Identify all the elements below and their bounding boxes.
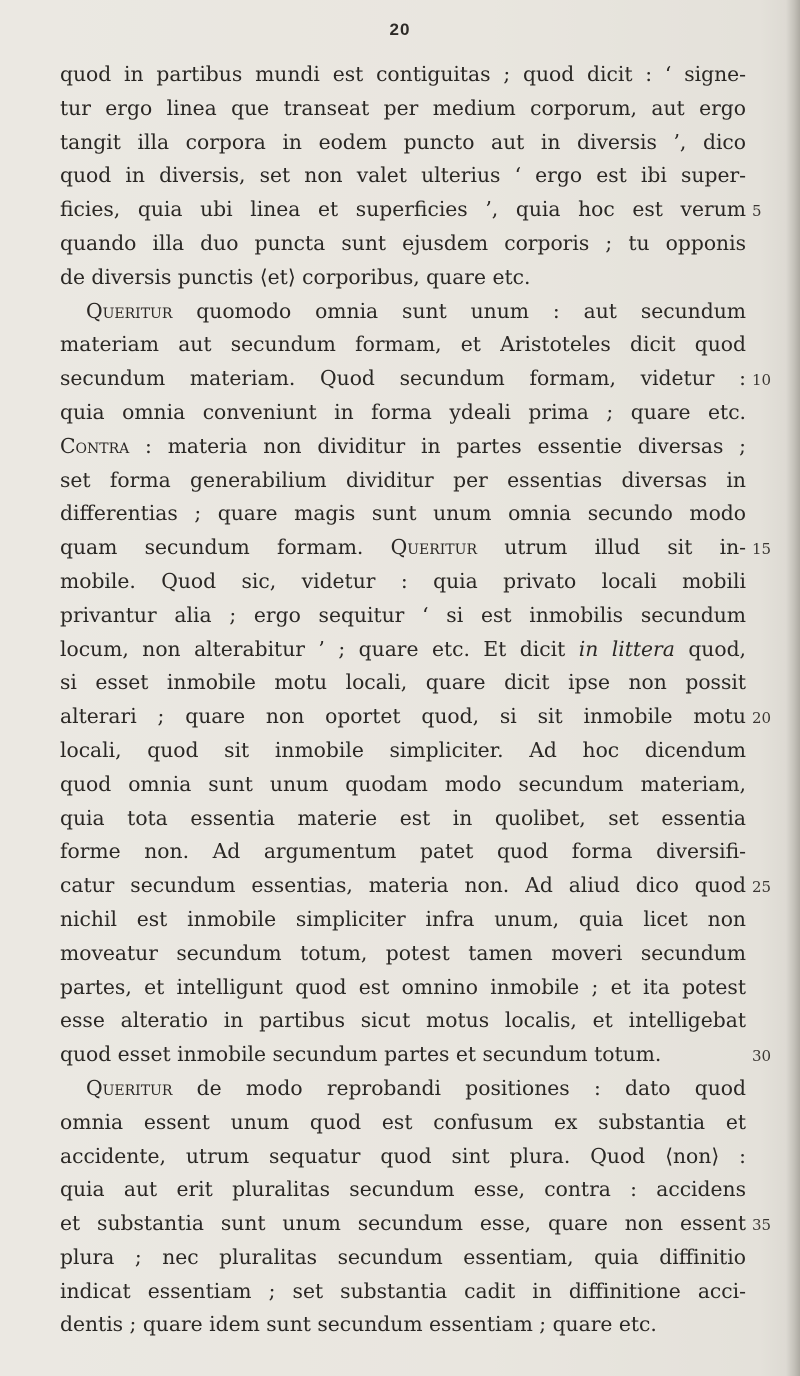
text-line bbox=[60, 971, 746, 1005]
text-segment: omnia essent unum quod est confusum ex substantia et bbox=[60, 1109, 746, 1134]
text-line bbox=[60, 700, 746, 734]
text-line bbox=[60, 869, 746, 903]
text-segment: quod omnia sunt unum quodam modo secundum materiam, bbox=[60, 771, 746, 796]
section-keyword: Contra bbox=[60, 433, 130, 458]
text-segment: quam secundum formam. bbox=[60, 535, 391, 560]
text-segment: privantur alia ; ergo sequitur ‘ si est inmobilis secundum bbox=[60, 602, 746, 627]
text-segment: quando illa duo puncta sunt ejusdem corporis ; tu opponis bbox=[60, 230, 746, 255]
text-segment: utrum illud sit in- bbox=[477, 535, 746, 560]
line-number: 10 bbox=[752, 371, 772, 390]
text-line bbox=[60, 58, 746, 92]
text-segment: locum, non alterabitur ’ ; quare etc. Et dicit bbox=[60, 636, 579, 661]
text-segment: catur secundum essentias, materia non. Ad aliud dico quod bbox=[60, 873, 746, 898]
text-segment: : materia non dividitur in partes essentie diversas ; bbox=[129, 433, 746, 458]
body-text bbox=[60, 58, 746, 1342]
text-line bbox=[60, 126, 746, 160]
line-number: 5 bbox=[752, 202, 762, 221]
text-segment: nichil est inmobile simpliciter infra unum, quia licet non bbox=[60, 906, 746, 931]
text-line bbox=[60, 430, 746, 464]
text-segment: quod in partibus mundi est contiguitas ; quod dicit : ‘ signe- bbox=[60, 62, 746, 86]
text-segment: forme non. Ad argumentum patet quod forma diversifi- bbox=[60, 839, 746, 864]
line-number: 35 bbox=[752, 1216, 772, 1235]
section-keyword: Queritur bbox=[390, 535, 477, 560]
text-line bbox=[60, 1038, 746, 1072]
text-line bbox=[60, 92, 746, 126]
italic-text: in littera bbox=[578, 636, 675, 661]
text-segment: mobile. Quod sic, videtur : quia privato locali mobili bbox=[60, 568, 746, 593]
text-segment: quia aut erit pluralitas secundum esse, contra : accidens bbox=[60, 1177, 746, 1202]
text-segment: esse alteratio in partibus sicut motus localis, et intelligebat bbox=[60, 1008, 746, 1033]
text-segment: et substantia sunt unum secundum esse, quare non essent bbox=[60, 1211, 746, 1236]
text-segment: tur ergo linea que transeat per medium corporum, aut ergo bbox=[60, 95, 746, 120]
page-number: 20 bbox=[389, 20, 411, 39]
text-segment: ficies, quia ubi linea et superficies ’, quia hoc est verum bbox=[60, 197, 746, 222]
text-line bbox=[60, 802, 746, 836]
text-segment: indicat essentiam ; set substantia cadit in diffinitione acci- bbox=[60, 1278, 746, 1303]
text-line bbox=[60, 227, 746, 261]
text-line bbox=[60, 396, 746, 430]
text-line bbox=[60, 531, 746, 565]
text-segment: moveatur secundum totum, potest tamen moveri secundum bbox=[60, 940, 746, 965]
text-line bbox=[60, 768, 746, 802]
text-line bbox=[60, 261, 746, 295]
section-keyword: Queritur bbox=[86, 1075, 173, 1100]
text-line bbox=[60, 1207, 746, 1241]
text-segment: quod in diversis, set non valet ulterius ‘ ergo est ibi super- bbox=[60, 163, 746, 188]
text-segment: de modo reprobandi positiones : dato quod bbox=[172, 1075, 746, 1100]
text-segment: secundum materiam. Quod secundum formam, videtur : bbox=[60, 366, 746, 391]
text-segment: differentias ; quare magis sunt unum omnia secundo modo bbox=[60, 501, 746, 526]
section-keyword: Queritur bbox=[86, 298, 173, 323]
text-line bbox=[60, 1106, 746, 1140]
text-line bbox=[60, 159, 746, 193]
text-line bbox=[60, 565, 746, 599]
text-line bbox=[60, 1140, 746, 1174]
text-segment: quia omnia conveniunt in forma ydeali prima ; quare etc. bbox=[60, 399, 746, 424]
text-segment: si esset inmobile motu locali, quare dicit ipse non possit bbox=[60, 670, 746, 695]
text-segment: tangit illa corpora in eodem puncto aut in diversis ’, dico bbox=[60, 129, 746, 154]
line-number: 30 bbox=[752, 1047, 772, 1066]
text-segment: dentis ; quare idem sunt secundum essentiam ; quare etc. bbox=[60, 1312, 657, 1337]
line-number: 15 bbox=[752, 540, 772, 559]
text-line bbox=[60, 1241, 746, 1275]
text-segment: quomodo omnia sunt unum : aut secundum bbox=[172, 298, 746, 323]
text-segment: materiam aut secundum formam, et Aristoteles dicit quod bbox=[60, 332, 746, 357]
text-line bbox=[60, 497, 746, 531]
text-line bbox=[60, 1004, 746, 1038]
text-segment: quia tota essentia materie est in quolibet, set essentia bbox=[60, 805, 746, 830]
line-number: 20 bbox=[752, 709, 772, 728]
text-segment: plura ; nec pluralitas secundum essentiam, quia diffinitio bbox=[60, 1244, 746, 1269]
text-line bbox=[60, 362, 746, 396]
text-line bbox=[60, 1173, 746, 1207]
line-number: 25 bbox=[752, 878, 772, 897]
text-segment: accidente, utrum sequatur quod sint plura. Quod ⟨non⟩ : bbox=[60, 1143, 746, 1168]
text-segment: quod, bbox=[674, 636, 746, 661]
text-line bbox=[60, 903, 746, 937]
text-line bbox=[60, 734, 746, 768]
page-edge-shadow bbox=[786, 0, 800, 1376]
text-segment: de diversis punctis ⟨et⟩ corporibus, quare etc. bbox=[60, 264, 531, 289]
text-line bbox=[60, 599, 746, 633]
text-segment: partes, et intelligunt quod est omnino inmobile ; et ita potest bbox=[60, 974, 746, 999]
text-segment: alterari ; quare non oportet quod, si sit inmobile motu bbox=[60, 704, 746, 729]
text-line bbox=[60, 295, 746, 329]
text-line bbox=[60, 1275, 746, 1309]
text-line bbox=[60, 633, 746, 667]
text-line bbox=[60, 835, 746, 869]
text-segment: set forma generabilium dividitur per essentias diversas in bbox=[60, 467, 746, 492]
text-line bbox=[60, 464, 746, 498]
text-segment: quod esset inmobile secundum partes et secundum totum. bbox=[60, 1042, 662, 1067]
text-line bbox=[60, 1072, 746, 1106]
text-line bbox=[60, 937, 746, 971]
text-line bbox=[60, 1308, 746, 1342]
text-segment: locali, quod sit inmobile simpliciter. Ad hoc dicendum bbox=[60, 737, 746, 762]
text-line bbox=[60, 193, 746, 227]
text-line bbox=[60, 328, 746, 362]
text-line bbox=[60, 666, 746, 700]
